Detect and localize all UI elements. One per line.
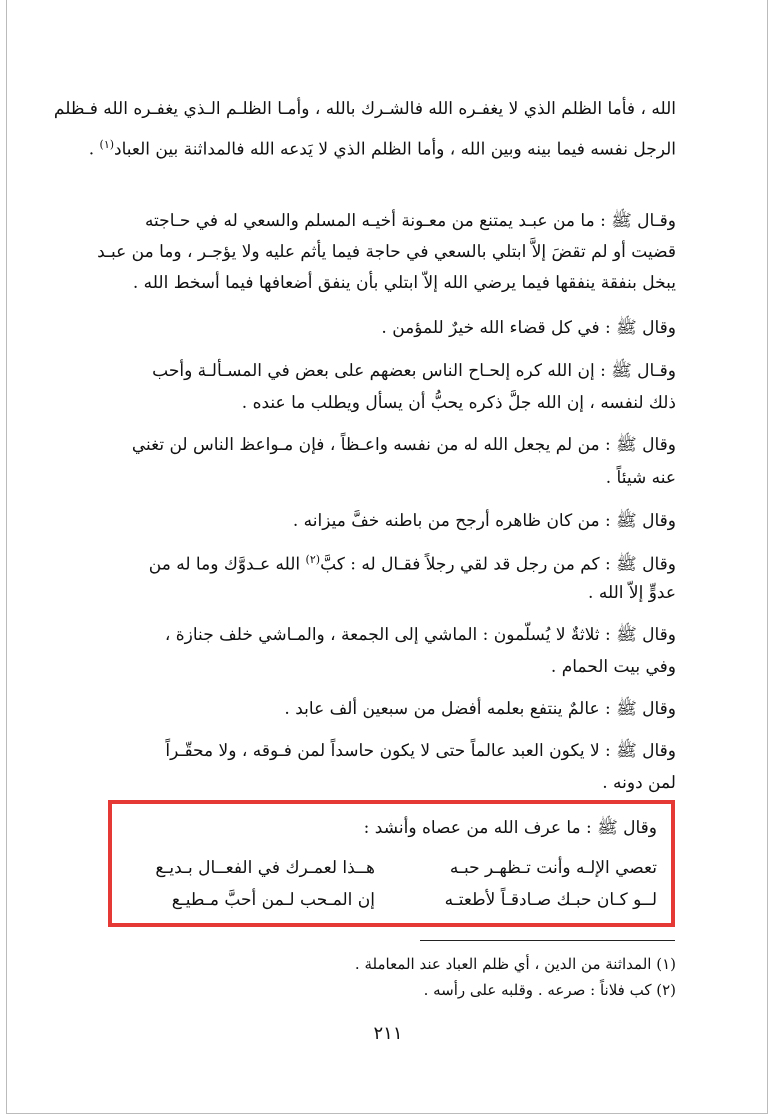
text-line: عنه شيئاً . xyxy=(605,468,676,488)
text-line: عدوٍّ إلاّ الله . xyxy=(588,583,676,603)
verse-hemistich: هــذا لعمـرك في الفعــال بـديـع xyxy=(155,858,375,878)
text-line xyxy=(88,130,676,165)
text-line: قضيت أو لم تقضَ إلاَّ ابتلي بالسعي في حاجة فيما يأثم عليه ولا يؤجـر ، وما من عبـد xyxy=(97,242,676,262)
text-line: وقال ﷺ : في كل قضاء الله خيرٌ للمؤمن . xyxy=(381,318,676,338)
text-line: وقـال ﷺ : ما من عبـد يمتنع من معـونة أخيـه المسلم والسعي له في حـاجته xyxy=(144,211,676,231)
footnote: (١) المداثنة من الدين ، أي ظلم العباد عند المعاملة . xyxy=(354,955,676,973)
text-line xyxy=(92,545,676,580)
page-number: ٢١١ xyxy=(373,1023,403,1044)
verse-hemistich: لــو كـان حبـك صـادقـاً لأطعتـه xyxy=(444,890,657,910)
text-run: الرجل نفسه فيما بينه وبين الله ، وأما الظلم الذي لا يَدعه الله فالمداثنة بين العباد xyxy=(114,139,676,160)
callout-intro: وقال ﷺ : ما عرف الله من عصاه وأنشد : xyxy=(363,818,657,838)
footnote-divider xyxy=(420,940,675,941)
text-line: وقـال ﷺ : إن الله كره إلحـاح الناس بعضهم على بعض في المسـألـة وأحب xyxy=(152,361,676,381)
verse-hemistich: تعصي الإلـه وأنت تـظهـر حبـه xyxy=(449,858,657,878)
text-run: الله عـدوَّك وما له من xyxy=(148,554,306,575)
text-run: وقال ﷺ : كم من رجل قد لقي رجلاً فقـال له : كبَّ xyxy=(320,554,676,575)
text-line: وقال ﷺ : عالمٌ ينتفع بعلمه أفضل من سبعين ألف عابد . xyxy=(284,699,676,719)
footnote-ref: (١) xyxy=(99,138,115,151)
text-line: الله ، فأما الظلم الذي لا يغفـره الله فالشـرك بالله ، وأمـا الظلـم الـذي يغفـره الله فـظلم xyxy=(53,99,676,119)
text-line: وقال ﷺ : من لم يجعل الله له من نفسه واعـظاً ، فإن مـواعظ الناس لن تغني xyxy=(131,435,676,455)
verse-hemistich: إن المـحب لـمن أحبَّ مـطيـع xyxy=(171,890,375,910)
text-line: ذلك لنفسه ، إن الله جلَّ ذكره يحبُّ أن يسأل ويطلب ما عنده . xyxy=(241,393,676,413)
footnote: (٢) كب فلاناً : صرعه . وقلبه على رأسه . xyxy=(423,981,676,999)
footnote-ref: (٢) xyxy=(305,553,321,566)
text-line: وقال ﷺ : ثلاثةٌ لا يُسلّمون : الماشي إلى الجمعة ، والمـاشي خلف جنازة ، xyxy=(164,625,676,645)
text-line: لمن دونه . xyxy=(602,773,676,793)
text-line: يبخل بنفقة ينفقها فيما يرضي الله إلاّ ابتلي بأن ينفق أضعافها فيما أسخط الله . xyxy=(132,273,676,293)
text-line: وقال ﷺ : من كان ظاهره أرجح من باطنه خفَّ ميزانه . xyxy=(292,511,676,531)
text-run: . xyxy=(88,139,100,160)
text-line: وفي بيت الحمام . xyxy=(550,657,676,677)
text-line: وقال ﷺ : لا يكون العبد عالماً حتى لا يكون حاسداً لمن فـوقه ، ولا محقّـراً xyxy=(165,741,676,761)
highlight-box xyxy=(108,800,675,927)
